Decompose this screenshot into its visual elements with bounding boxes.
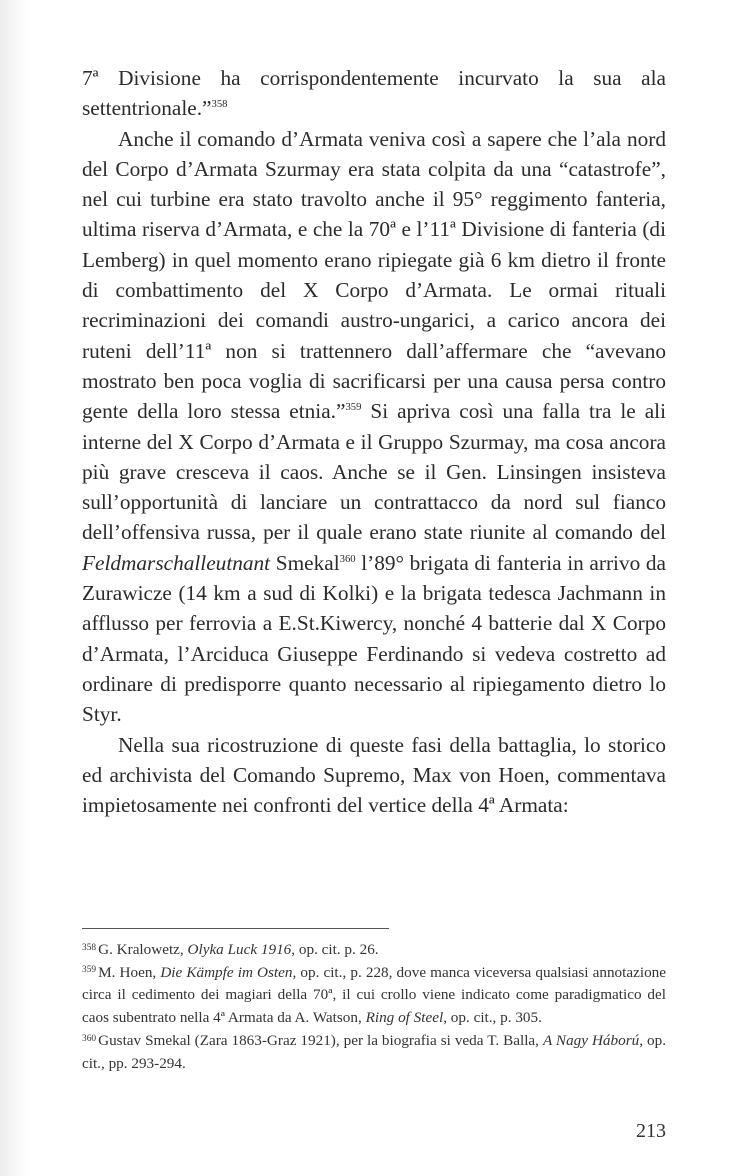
footnote-ref-358: 358 xyxy=(211,99,228,111)
paragraph-2-text-2: Si apriva così una falla tra le ali interne del X Corpo d’Armata e il Gruppo Szurmay, ma cosa ancora più grave cresceva il caos. Anche se il Gen. Linsingen insisteva sull’opportunità di lanciare un contrattacco da nord sul fianco dell’offensiva russa, per il quale erano state riunite al comando del xyxy=(82,399,666,545)
footnote-text: , op. cit., pp. 293-294. xyxy=(82,1031,666,1072)
footnote-title-italic: Ring of Steel xyxy=(365,1009,444,1027)
footnote-number: 358 xyxy=(82,942,97,953)
footnote-ref-360: 360 xyxy=(339,553,356,565)
footnote-title-italic: A Nagy Háború xyxy=(542,1031,640,1049)
footnote-text: , op. cit. p. 26. xyxy=(291,941,379,958)
footnote-text: , op. cit., p. 228, dove manca viceversa qualsiasi annotazione circa il cedimento dei magiari della 70ª, il cui crollo viene indicato come paradigmatico del caos subentrato nella 4ª Armata da A. Watson, xyxy=(82,963,666,1027)
footnote-text: , op. cit., p. 305. xyxy=(443,1009,542,1027)
footnote-text: M. Hoen, xyxy=(98,963,161,981)
footnote-ref-359: 359 xyxy=(345,402,362,414)
footnote-number: 359 xyxy=(82,965,97,976)
footnote-text: Gustav Smekal (Zara 1863-Graz 1921), per la biografia si veda T. Balla, xyxy=(98,1031,543,1049)
footnote-title-italic: Olyka Luck 1916 xyxy=(187,941,292,958)
paragraph-1-text: 7ª Divisione ha corrispondentemente incurvato la sua ala settentrionale.” xyxy=(82,66,666,121)
page-number: 213 xyxy=(636,1120,666,1142)
footnote-358 xyxy=(82,939,666,962)
paragraph-2-text-1: Anche il comando d’Armata veniva così a sapere che l’ala nord del Corpo d’Armata Szurmay era stata colpita da una “catastrofe”, nel cui turbine era stato travolto anche il 95° reggimento fanteria, ultima riserva d’Armata, e che la 70ª e l’11ª Divisione di fanteria (di Lemberg) in quel momento erano ripiegate già 6 km dietro il fronte di combattimento del X Corpo d’Armata. Le ormai rituali recriminazioni dei comandi austro-ungarici, a carico ancora dei ruteni dell’11ª non si trattennero dall’affermare che “avevano mostrato ben poca voglia di sacrificarsi per una causa persa contro gente della loro stessa etnia.” xyxy=(82,126,666,424)
main-text xyxy=(82,63,666,820)
paragraph-2-text-3: Smekal xyxy=(270,550,340,575)
footnote-359 xyxy=(82,962,666,1030)
footnote-title-italic: Die Kämpfe im Osten xyxy=(160,963,293,981)
paragraph-3 xyxy=(82,730,666,821)
paragraph-2-text-4: l’89° brigata di fanteria in arrivo da Zurawicze (14 km a sud di Kolki) e la brigata tedesca Jachmann in afflusso per ferrovia a E.St.Kiwercy, nonché 4 batterie dal X Corpo d’Armata, l’Arciduca Giuseppe Ferdinando si vedeva costretto ad ordinare di predisporre quanto necessario al ripiegamento dietro lo Styr. xyxy=(82,550,666,727)
paragraph-3-text: Nella sua ricostruzione di queste fasi della battaglia, lo storico ed archivista del Comando Supremo, Max von Hoen, commentava impietosamente nei confronti del vertice della 4ª Armata: xyxy=(82,732,666,818)
military-rank-italic: Feldmarschalleutnant xyxy=(82,550,271,575)
footnote-number: 360 xyxy=(82,1033,97,1044)
footnote-text: G. Kralowetz, xyxy=(98,941,188,958)
paragraph-2 xyxy=(82,124,666,730)
footnote-separator xyxy=(82,928,389,929)
paragraph-1 xyxy=(82,63,666,124)
footnotes xyxy=(82,939,666,1075)
footnote-360 xyxy=(82,1030,666,1075)
